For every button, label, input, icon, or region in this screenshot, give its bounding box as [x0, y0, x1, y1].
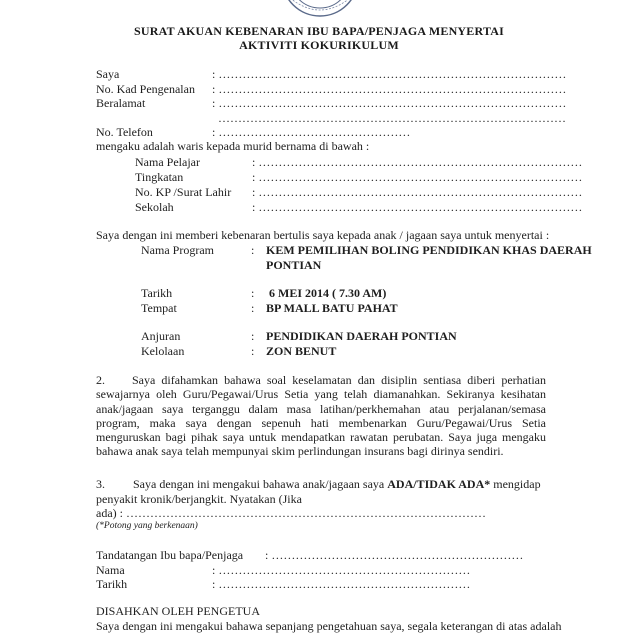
principal-text: Saya dengan ini mengakui bahawa sepanjang pengetahuan saya, segala keterangan di atas adalah	[96, 619, 562, 633]
program-manager-value: ZON BENUT	[266, 344, 337, 358]
field-label-nama-pelajar: Nama Pelajar	[135, 155, 200, 169]
signature-date-label: Tarikh	[96, 577, 128, 591]
program-place-colon: :	[251, 301, 255, 315]
field-value-sekolah: : ………………………………………………………………………	[252, 200, 583, 214]
program-place-value: BP MALL BATU PAHAT	[266, 301, 398, 315]
program-name-colon: :	[251, 243, 255, 257]
paragraph-3-text-before: Saya dengan ini mengakui bahawa anak/jagaan saya	[133, 477, 388, 491]
program-date-label: Tarikh	[141, 286, 173, 300]
field-value-beralamat-line2: ……………………………………………………………………………	[218, 111, 566, 125]
paragraph-3-line2: penyakit kronik/berjangkit. Nyatakan (Jika	[96, 492, 302, 506]
paragraph-3-line3: ada) : ………………………………………………………………………………	[96, 506, 486, 520]
field-label-beralamat: Beralamat	[96, 96, 146, 110]
field-value-saya: : ……………………………………………………………………………	[212, 67, 567, 81]
program-organizer-colon: :	[251, 329, 255, 343]
field-value-nama-pelajar: : ………………………………………………………………………	[252, 155, 583, 169]
field-value-no-kp: : ………………………………………………………………………	[252, 185, 583, 199]
field-label-sekolah: Sekolah	[135, 200, 174, 214]
document-title-line1: SURAT AKUAN KEBENARAN IBU BAPA/PENJAGA MENYERTAI	[134, 24, 504, 38]
signature-label: Tandatangan Ibu bapa/Penjaga	[96, 548, 244, 562]
program-organizer-value: PENDIDIKAN DAERAH PONTIAN	[266, 329, 457, 343]
program-place-label: Tempat	[141, 301, 177, 315]
paragraph-3-note: (*Potong yang berkenaan)	[96, 521, 198, 531]
paragraph-2-body: sewajarnya oleh Guru/Pegawai/Urus Setia yang telah diamanahkan. Sekiranya kesihatan anak/jagaan saya terganggu dalam masa latihan/perkhemahan atau perjalanan/semasa program, maka saya dengan sepenuh hati membenarkan Guru/Pegawai/Urus Setia menguruskan bagi pihak saya untuk mendapatkan rawatan perubatan. Saya juga mengaku bahawa anak saya telah mempunyai skim perlindungan insurans bagi dirinya sendiri.	[96, 387, 546, 459]
field-label-saya: Saya	[96, 67, 120, 81]
program-date-colon: :	[251, 286, 255, 300]
program-date-value: 6 MEI 2014 ( 7.30 AM)	[269, 286, 387, 300]
field-label-telefon: No. Telefon	[96, 125, 153, 139]
signature-name-value: : ………………………………………………………	[212, 563, 471, 577]
paragraph-3-number: 3.	[96, 477, 105, 491]
permission-intro-text: Saya dengan ini memberi kebenaran bertulis saya kepada anak / jagaan saya untuk menyertai :	[96, 228, 550, 242]
principal-heading: DISAHKAN OLEH PENGETUA	[96, 604, 260, 618]
program-name-value-line1: KEM PEMILIHAN BOLING PENDIDIKAN KHAS DAERAH	[266, 243, 592, 257]
field-label-no-kp: No. KP /Surat Lahir	[135, 185, 232, 199]
paragraph-3-text-bold: ADA/TIDAK ADA*	[387, 477, 491, 491]
program-manager-colon: :	[251, 344, 255, 358]
field-value-telefon: : …………………………………………	[212, 125, 411, 139]
field-value-kad-pengenalan: : ……………………………………………………………………………	[212, 82, 567, 96]
paragraph-3-text-after: mengidap	[490, 477, 541, 491]
paragraph-2-number: 2.	[96, 373, 105, 387]
school-seal-logo	[270, 0, 370, 18]
signature-value: : ………………………………………………………	[265, 548, 524, 562]
program-name-value-line2: PONTIAN	[266, 258, 322, 272]
field-label-kad-pengenalan: No. Kad Pengenalan	[96, 82, 195, 96]
paragraph-2-first-line: Saya difahamkan bahawa soal keselamatan dan disiplin sentiasa diberi perhatian	[132, 373, 546, 387]
paragraph-2	[96, 373, 546, 459]
intro-child-text: mengaku adalah waris kepada murid bernama di bawah :	[96, 139, 370, 153]
document-title-line2: AKTIVITI KOKURIKULUM	[239, 38, 399, 52]
field-value-beralamat: : ……………………………………………………………………………	[212, 96, 567, 110]
paragraph-3-line1	[96, 477, 541, 491]
program-manager-label: Kelolaan	[141, 344, 185, 358]
field-label-tingkatan: Tingkatan	[135, 170, 184, 184]
program-name-label: Nama Program	[141, 243, 214, 257]
program-organizer-label: Anjuran	[141, 329, 181, 343]
signature-name-label: Nama	[96, 563, 125, 577]
signature-date-value: : ………………………………………………………	[212, 577, 471, 591]
field-value-tingkatan: : ………………………………………………………………………	[252, 170, 583, 184]
